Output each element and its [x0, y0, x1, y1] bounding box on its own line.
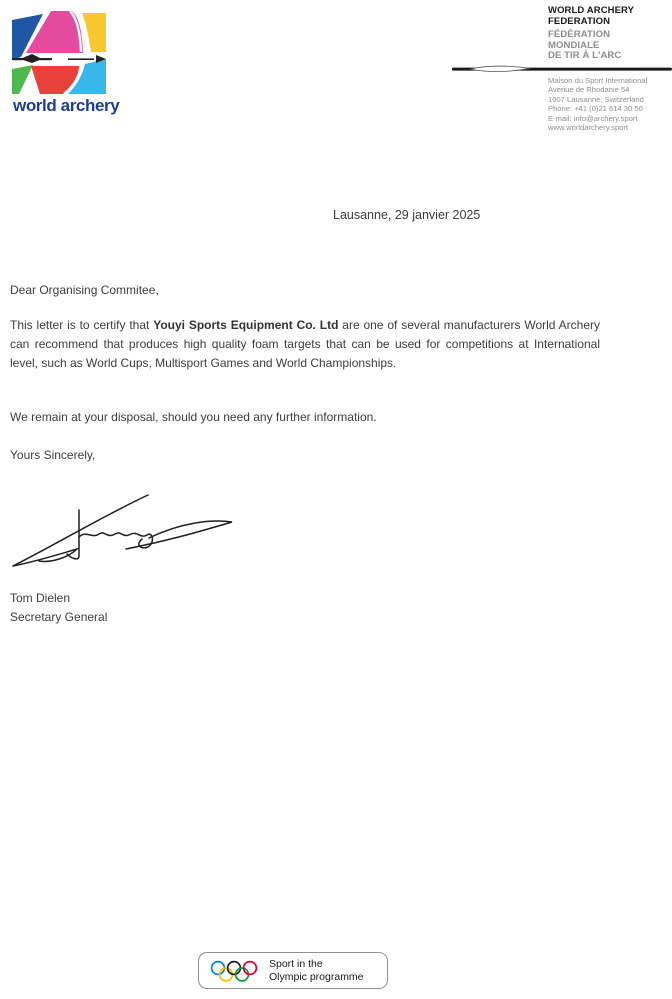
logo-arrow-shaft — [12, 54, 106, 63]
signer-name: Tom Dielen — [10, 591, 71, 605]
olympic-label-line1: Sport in the — [269, 958, 323, 970]
address-line-street: Avenue de Rhodanie 54 — [548, 85, 630, 95]
body-prefix: This letter is to certify that — [10, 318, 154, 332]
world-archery-wordmark: world archery — [13, 96, 120, 115]
signoff-block — [10, 589, 107, 627]
signature-image — [8, 488, 236, 574]
address-line-venue: Maison du Sport International — [548, 76, 648, 85]
org-name-en-line1: WORLD ARCHERY — [548, 5, 635, 16]
closing-line: We remain at your disposal, should you need any further information. — [10, 410, 377, 424]
olympic-label-line2: Olympic programme — [269, 970, 364, 983]
logo-red-shape — [31, 66, 79, 94]
logo-yellow-shape — [82, 13, 106, 52]
date-line: Lausanne, 29 janvier 2025 — [333, 208, 481, 222]
address-line-city: 1007 Lausanne, Switzerland — [548, 94, 644, 104]
org-name-en-line2: FEDERATION — [548, 15, 611, 27]
address-line-website: www.worldarchery.sport — [548, 123, 629, 133]
body-paragraph — [10, 316, 600, 373]
org-name-fr-line3: DE TIR À L'ARC — [548, 50, 622, 61]
federation-name-block — [548, 6, 670, 62]
address-line-email: E-mail: info@archery.sport — [548, 113, 638, 123]
world-archery-logo-icon — [12, 10, 106, 96]
salutation: Dear Organising Commitee, — [10, 283, 159, 297]
org-name-fr-line2: MONDIALE — [548, 39, 600, 51]
olympic-programme-label — [269, 958, 364, 983]
body-suffix: are one of several manufacturers World Archery can recommend that produces high quality foam targets that can be used for competitions at International level, such as World Cups, Multisport Games and World Championships. — [10, 318, 600, 370]
address-block — [548, 76, 672, 132]
address-line-phone: Phone: +41 (0)21 614 30 50 — [548, 104, 643, 114]
logo-green-shape — [12, 65, 33, 94]
olympic-rings-icon — [208, 958, 260, 984]
org-name-fr-line1: FÉDÉRATION — [548, 29, 611, 40]
arrow-graphic-icon — [452, 63, 672, 75]
olympic-programme-badge — [198, 952, 388, 989]
signer-title: Secretary General — [10, 610, 108, 624]
valediction: Yours Sincerely, — [10, 448, 96, 462]
company-name: Youyi Sports Equipment Co. Ltd — [153, 318, 339, 332]
